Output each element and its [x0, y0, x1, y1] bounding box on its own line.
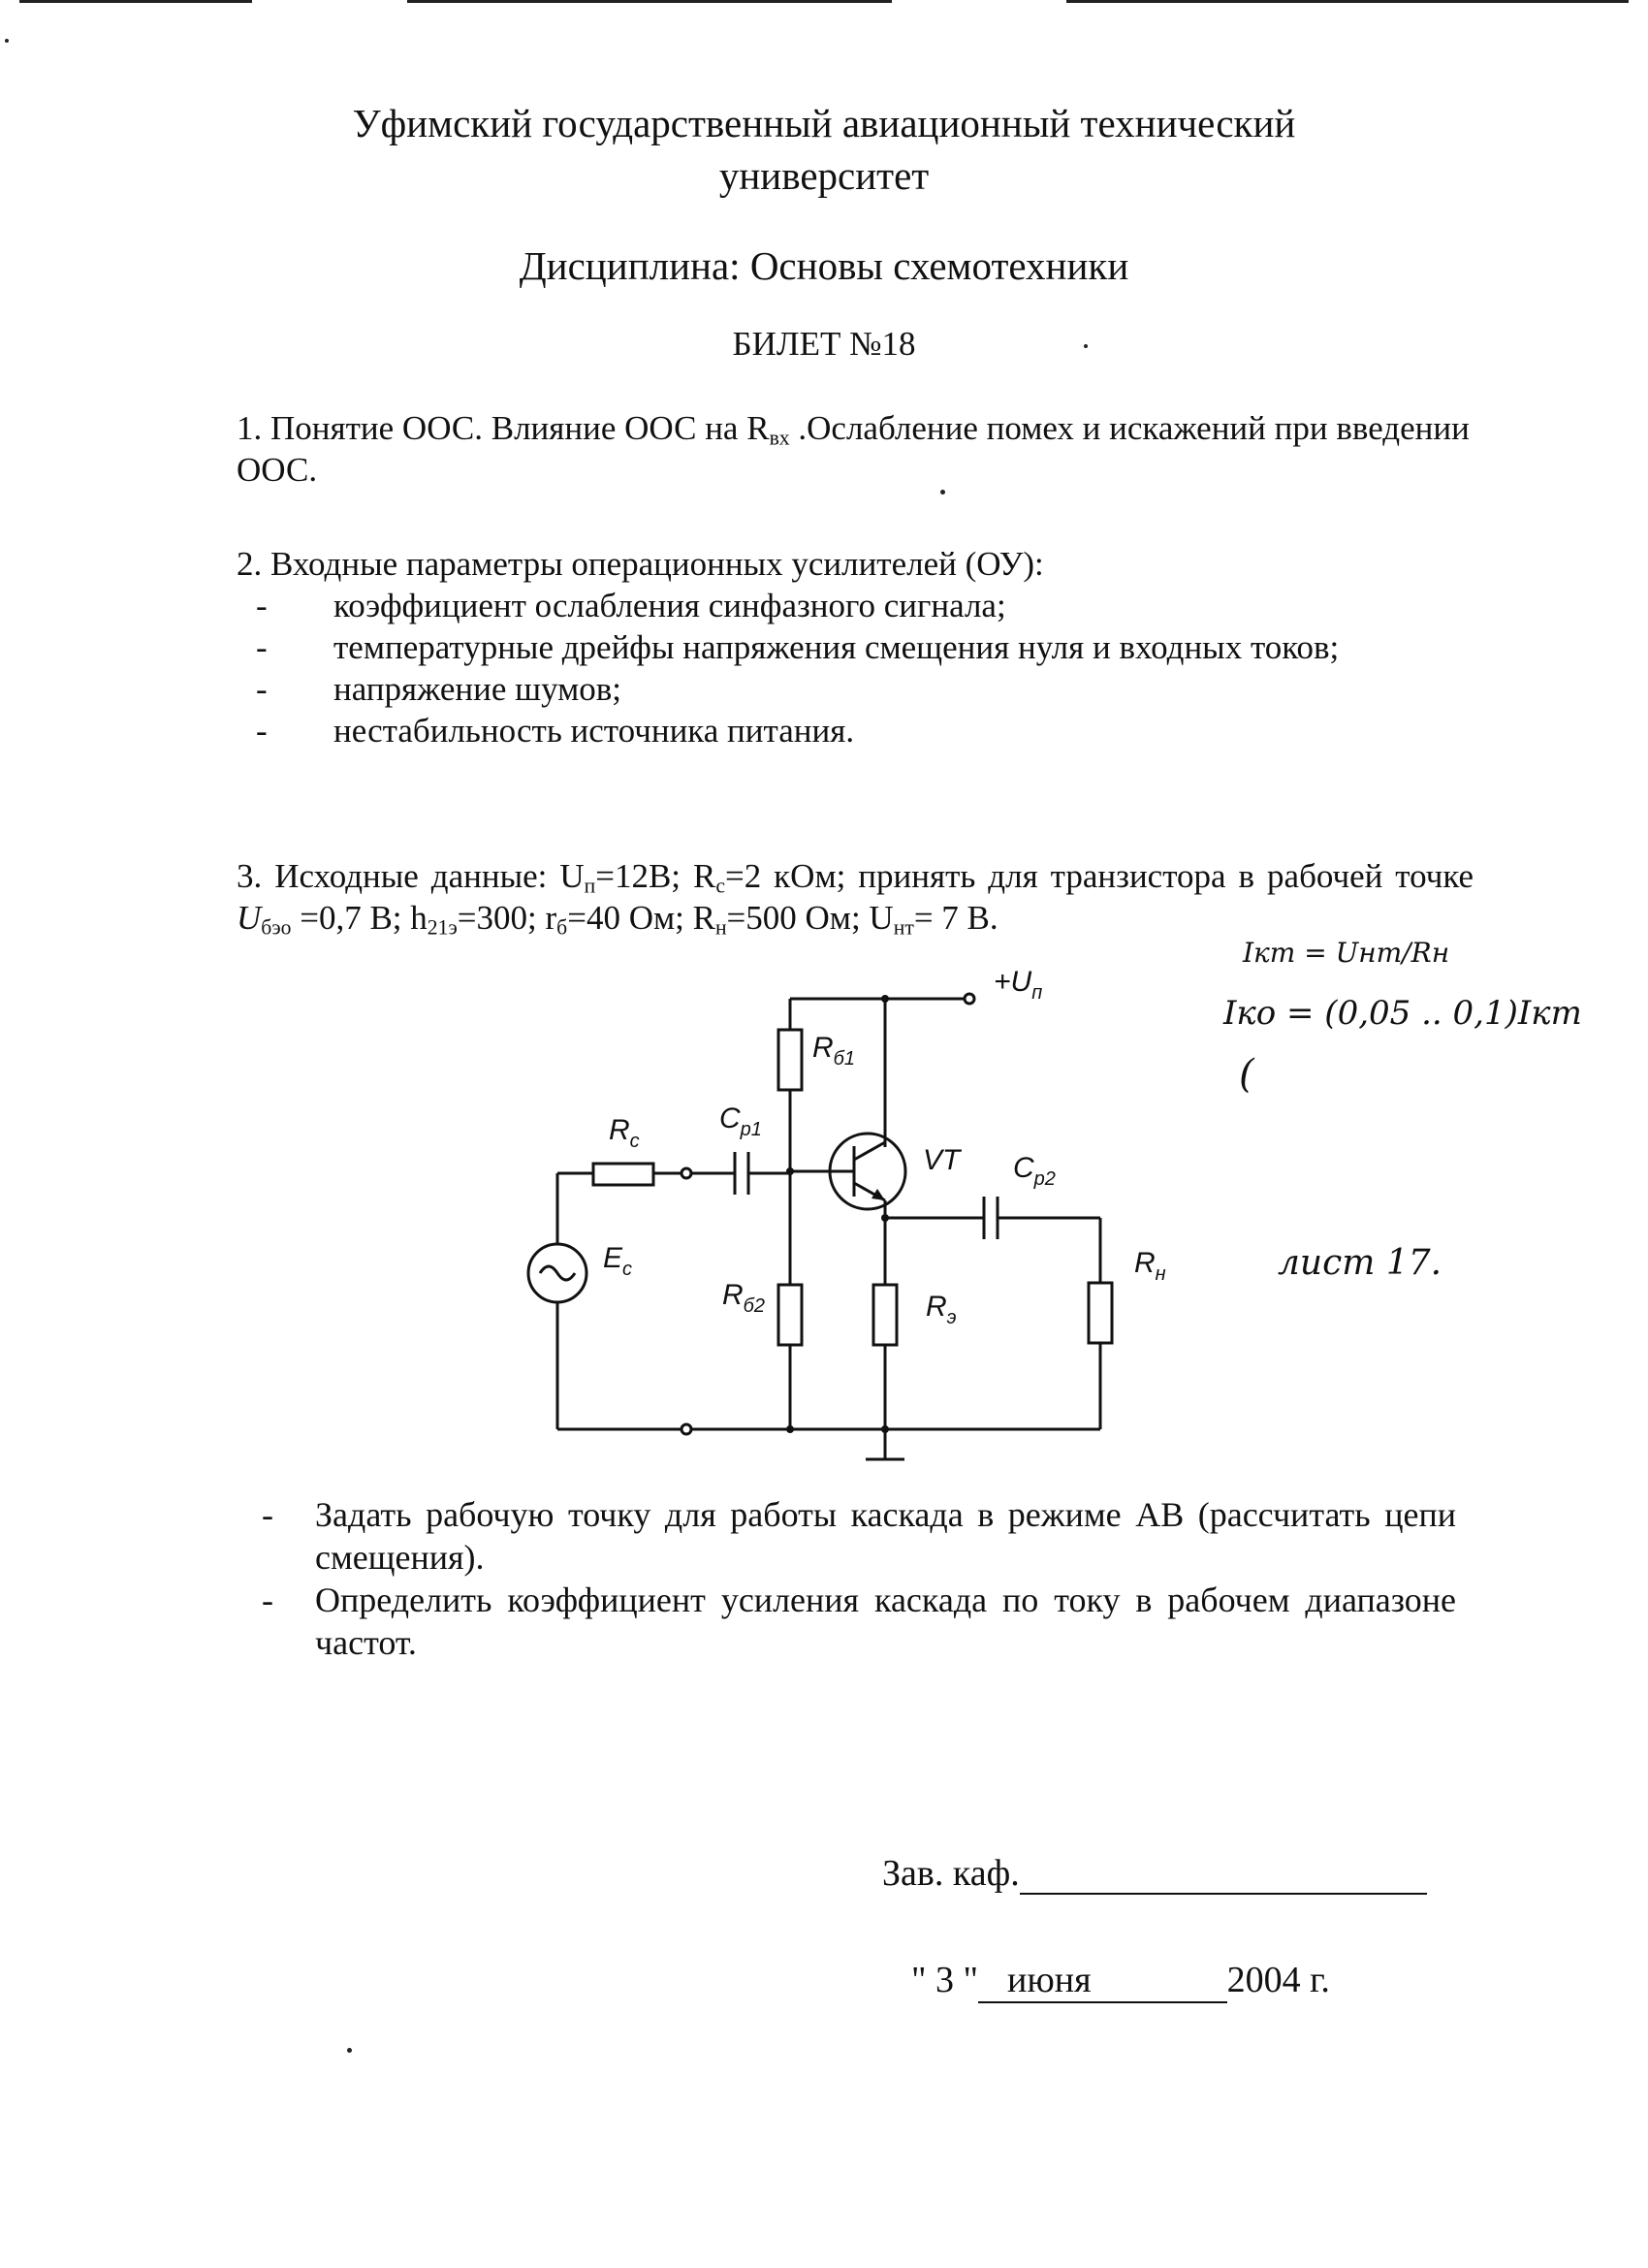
ground-terminal [681, 1424, 691, 1434]
question-2-item: - температурные дрейфы напряжения смещения нуля и входных токов; [256, 628, 1340, 666]
handwritten-paren: ( [1239, 1052, 1254, 1097]
task-item: - Задать рабочую точку для работы каскада в режиме АВ (рассчитать цепи смещения). [262, 1495, 1456, 1577]
university-line1: Уфимский государственный авиационный технический [352, 101, 1296, 145]
signature-label: Зав. каф. [882, 1853, 1020, 1894]
signature-line [882, 1852, 1427, 1895]
question-1-text-b: .Ослабление помех и искажений при введении ООС. [237, 409, 1470, 489]
junction-dot [786, 1425, 794, 1433]
date-day: " 3 " [911, 1960, 979, 2000]
task-list [262, 1493, 1456, 1664]
question-1-sub: вх [769, 426, 790, 450]
question-3: 3. Исходные данные: $U_п=12В$; $R_с=2$ кОм; принять для транзистора в рабочей точке $U_{бэо} =0,7$ В; $h_{21э}=300$; $r_б=40$ Ом; $R_н=500$ Ом; $U_{нт}= 7$ В. [237, 857, 1474, 940]
label-cp1: $C_{р1}$ [719, 1102, 762, 1140]
date-year: 2004 г. [1226, 1960, 1330, 2000]
label-vt: VT [923, 1144, 961, 1176]
resistor-rb2 [778, 1285, 802, 1345]
label-supply: $+U_п$ [994, 966, 1043, 1004]
label-ec: $E_с$ [603, 1242, 633, 1280]
junction-dot [881, 1425, 889, 1433]
input-terminal [681, 1168, 691, 1178]
resistor-rb1 [778, 1030, 802, 1090]
task-item: - Определить коэффициент усиления каскада по току в рабочем диапазоне частот. [262, 1581, 1456, 1662]
handwritten-note-list: лист 17. [1278, 1243, 1442, 1283]
handwritten-formula-ikt: Iкт = Uнт/Rн [1243, 937, 1450, 969]
label-re: $R_э$ [926, 1291, 957, 1328]
resistor-rn [1089, 1283, 1112, 1343]
question-2-title: 2. Входные параметры операционных усилителей (ОУ): [237, 545, 1044, 583]
discipline-title: Дисциплина: Основы схемотехники [519, 243, 1129, 288]
label-cp2: $C_{р2}$ [1013, 1152, 1056, 1190]
resistor-rc [593, 1164, 653, 1185]
question-1-text-a: 1. Понятие ООС. Влияние ООС на R [237, 409, 770, 447]
handwritten-formula-iko: Iко = (0,05 .. 0,1)Iкт [1223, 994, 1582, 1033]
label-rb2: $R_{б2}$ [722, 1279, 766, 1317]
resistor-re [873, 1285, 897, 1345]
label-rb1: $R_{б1}$ [812, 1032, 856, 1070]
question-2-item: - коэффициент ослабления синфазного сигнала; [256, 587, 1006, 624]
label-rn: $R_н$ [1134, 1247, 1166, 1285]
date-line [911, 1959, 1330, 2003]
junction-dot [786, 1167, 794, 1175]
junction-dot [881, 1214, 889, 1222]
supply-terminal [965, 994, 974, 1004]
question-2-item: - нестабильность источника питания. [256, 712, 855, 750]
label-rc: $R_с$ [609, 1114, 640, 1152]
date-month: июня [978, 1959, 1227, 2003]
university-line2: университет [718, 153, 930, 198]
question-2-item: - напряжение шумов; [256, 670, 622, 708]
ticket-number: БИЛЕТ №18 [732, 325, 916, 363]
junction-dot [881, 995, 889, 1003]
signature-blank [1020, 1860, 1427, 1895]
